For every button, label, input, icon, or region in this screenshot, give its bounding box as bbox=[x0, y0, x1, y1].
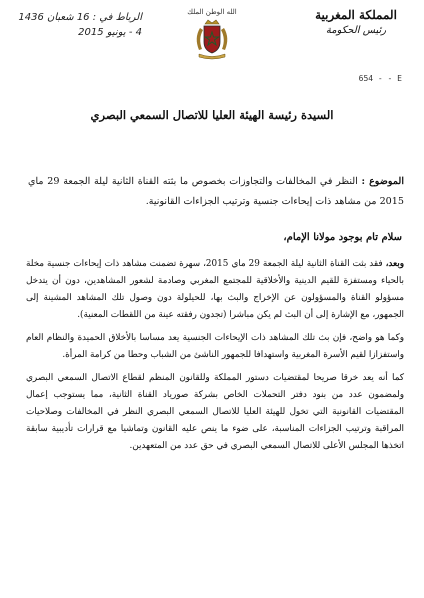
date-gregorian: 4 - يونيو 2015 bbox=[78, 27, 142, 38]
greeting: سلام تام بوجود مولانا الإمام، bbox=[283, 232, 402, 243]
subject-text: النظر في المخالفات والتجاوزات بخصوص ما بثته القناة الثانية ليلة الجمعة 29 ماي 2015 من مشاهد ذات إيحاءات جنسية وترتيب الجزاءات القانونية. bbox=[28, 176, 404, 207]
coat-of-arms-icon bbox=[191, 18, 233, 60]
issuer-header bbox=[306, 8, 406, 36]
paragraph bbox=[26, 256, 404, 324]
paragraph-text: فقد بثت القناة الثانية ليلة الجمعة 29 ماي 2015، سهرة تضمنت مشاهد ذات إيحاءات جنسية مخلة بالحياء ومستفزة للقيم الدينية والأخلاقية للمجتمع المغربي وصادمة لشعور المشاهدين، دون أن يتدخل مسؤولو القناة والمسؤولون عن الإخراج والبث بها، للحيلولة دون وصول تلك المشاهد المشينة إلى الجمهور، مع الإشارة إلى أن البث لم يكن مباشرا (تجدون رفقته عينة من اللقطات المعنية). bbox=[26, 259, 404, 320]
letter-body bbox=[26, 256, 404, 461]
motto: الله الوطن الملك bbox=[187, 8, 237, 16]
letter-date bbox=[18, 12, 142, 38]
date-hijri: الرباط في : 16 شعبان 1436 bbox=[18, 12, 142, 23]
addressee: السيدة رئيسة الهيئة العليا للاتصال السمعي البصري bbox=[90, 108, 334, 122]
kingdom-name: المملكة المغربية bbox=[315, 8, 397, 22]
issuer-title: رئيس الحكومة bbox=[325, 25, 387, 36]
paragraph bbox=[26, 330, 404, 364]
subject-label: الموضوع : bbox=[361, 176, 404, 187]
reference-number: 654 - - E bbox=[358, 74, 402, 83]
paragraph-text: وكما هو واضح، فإن بث تلك المشاهد ذات الإيحاءات الجنسية يعد مساسا بالأخلاق الحميدة والنظام العام واستفزازا لقيم الأسرة المغربية واستهدافا للجمهور الناشئ من الشباب وحطا من كرامة المرأة. bbox=[26, 333, 404, 360]
royal-emblem-block bbox=[160, 8, 264, 64]
paragraph bbox=[26, 370, 404, 455]
paragraph-text: كما أنه يعد خرقا صريحا لمقتضيات دستور المملكة وللقانون المنظم لقطاع الاتصال السمعي البصري ولمضمون عدد من بنود دفتر التحملات الخاص بشركة صورياد القناة الثانية، مما يستوجب إعمال المقتضيات القانونية التي تخول للهيئة العليا للاتصال السمعي البصري النظر في المخالفات وصلاحيات المراقبة وترتيب الجزاءات المناسبة، على ضوء ما ينص عليه القانون وتماشيا مع قرارات تأديبية سابقة اتخذها المجلس الأعلى للاتصال السمعي البصري في حق عدد من المتعهدين. bbox=[26, 373, 404, 451]
paragraph-lead: وبعد، bbox=[385, 259, 404, 269]
subject-line bbox=[28, 172, 404, 212]
